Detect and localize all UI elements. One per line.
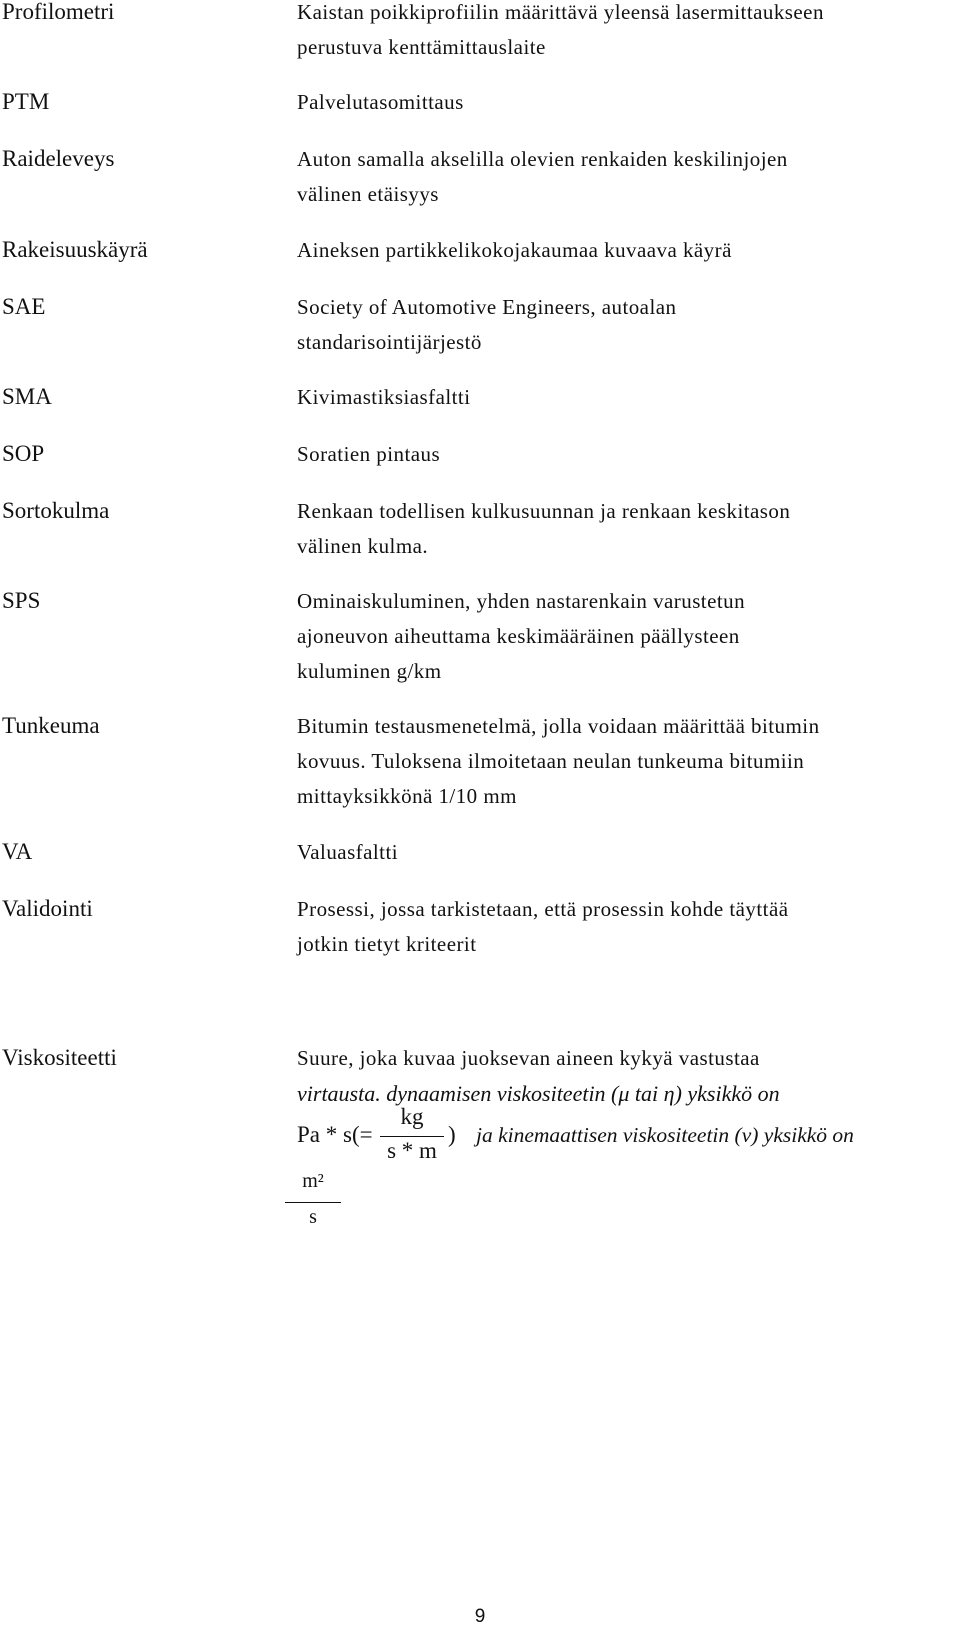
glossary-definition (297, 835, 957, 870)
definition-line: Renkaan todellisen kulkusuunnan ja renkaan keskitason (297, 499, 791, 523)
definition-line: Prosessi, jossa tarkistetaan, että prosessin kohde täyttää (297, 897, 789, 921)
fraction-numerator: m² (302, 1170, 324, 1192)
glossary-definition (297, 233, 957, 268)
definition-line: kuluminen g/km (297, 659, 442, 683)
glossary-definition (297, 290, 957, 360)
definition-line: Aineksen partikkelikokojakaumaa kuvaava käyrä (297, 238, 732, 262)
definition-line: jotkin tietyt kriteerit (297, 932, 477, 956)
definition-line: Palvelutasomittaus (297, 90, 464, 114)
glossary-definition (297, 437, 957, 472)
fraction-denominator: s * m (387, 1138, 437, 1163)
glossary-definition-viskositeetti (297, 1041, 957, 1111)
definition-line: Kivimastiksiasfaltti (297, 385, 471, 409)
fraction-denominator: s (309, 1206, 317, 1228)
glossary-term: Tunkeuma (2, 713, 100, 738)
definition-line: Kaistan poikkiprofiilin määrittävä yleensä lasermittaukseen (297, 0, 824, 24)
glossary-term: Profilometri (2, 0, 115, 24)
definition-line: standarisointijärjestö (297, 330, 482, 354)
glossary-definition (297, 709, 957, 814)
glossary-term: SOP (2, 441, 45, 466)
glossary-definition (297, 380, 957, 415)
definition-line: ajoneuvon aiheuttama keskimääräinen päällysteen (297, 624, 740, 648)
glossary-definition (297, 892, 957, 962)
fraction-bar (285, 1202, 341, 1203)
definition-line: Auton samalla akselilla olevien renkaiden keskilinjojen (297, 147, 788, 171)
glossary-definition (297, 0, 957, 65)
glossary-term: Sortokulma (2, 498, 110, 523)
glossary-term: Raideleveys (2, 146, 115, 171)
formula-close-paren: ) (448, 1122, 456, 1147)
glossary-term: SAE (2, 294, 46, 319)
formula-text: ja kinemaattisen viskositeetin (v) yksikkö on (476, 1123, 854, 1147)
glossary-term: SPS (2, 588, 41, 613)
glossary-term: PTM (2, 89, 50, 114)
fraction-m2-per-s (285, 1170, 341, 1234)
definition-line: Valuasfaltti (297, 840, 399, 864)
fraction-kg-per-sm (380, 1104, 444, 1166)
definition-line: mittayksikkönä 1/10 mm (297, 784, 517, 808)
glossary-term-viskositeetti: Viskositeetti (2, 1045, 117, 1070)
definition-line: Society of Automotive Engineers, autoalan (297, 295, 677, 319)
formula-prefix: Pa * s(= (297, 1122, 373, 1147)
definition-line: virtausta. dynaamisen viskositeetin (μ tai η) yksikkö on (297, 1081, 780, 1106)
definition-line: Suure, joka kuvaa juoksevan aineen kykyä vastustaa (297, 1046, 760, 1070)
definition-line: Bitumin testausmenetelmä, jolla voidaan määrittää bitumin (297, 714, 820, 738)
definition-line: välinen kulma. (297, 534, 429, 558)
glossary-definition (297, 85, 957, 120)
glossary-term: VA (2, 839, 33, 864)
glossary-term: Validointi (2, 896, 93, 921)
fraction-numerator: kg (400, 1104, 424, 1129)
definition-line: Soratien pintaus (297, 442, 441, 466)
page-number: 9 (474, 1606, 486, 1627)
glossary-definition (297, 142, 957, 212)
definition-line: kovuus. Tuloksena ilmoitetaan neulan tunkeuma bitumiin (297, 749, 805, 773)
definition-line: Ominaiskuluminen, yhden nastarenkain varustetun (297, 589, 746, 613)
glossary-definition (297, 494, 957, 564)
definition-line: välinen etäisyys (297, 182, 439, 206)
glossary-term: SMA (2, 384, 52, 409)
definition-line: perustuva kenttämittauslaite (297, 35, 546, 59)
glossary-definition (297, 584, 957, 689)
glossary-term: Rakeisuuskäyrä (2, 237, 148, 262)
